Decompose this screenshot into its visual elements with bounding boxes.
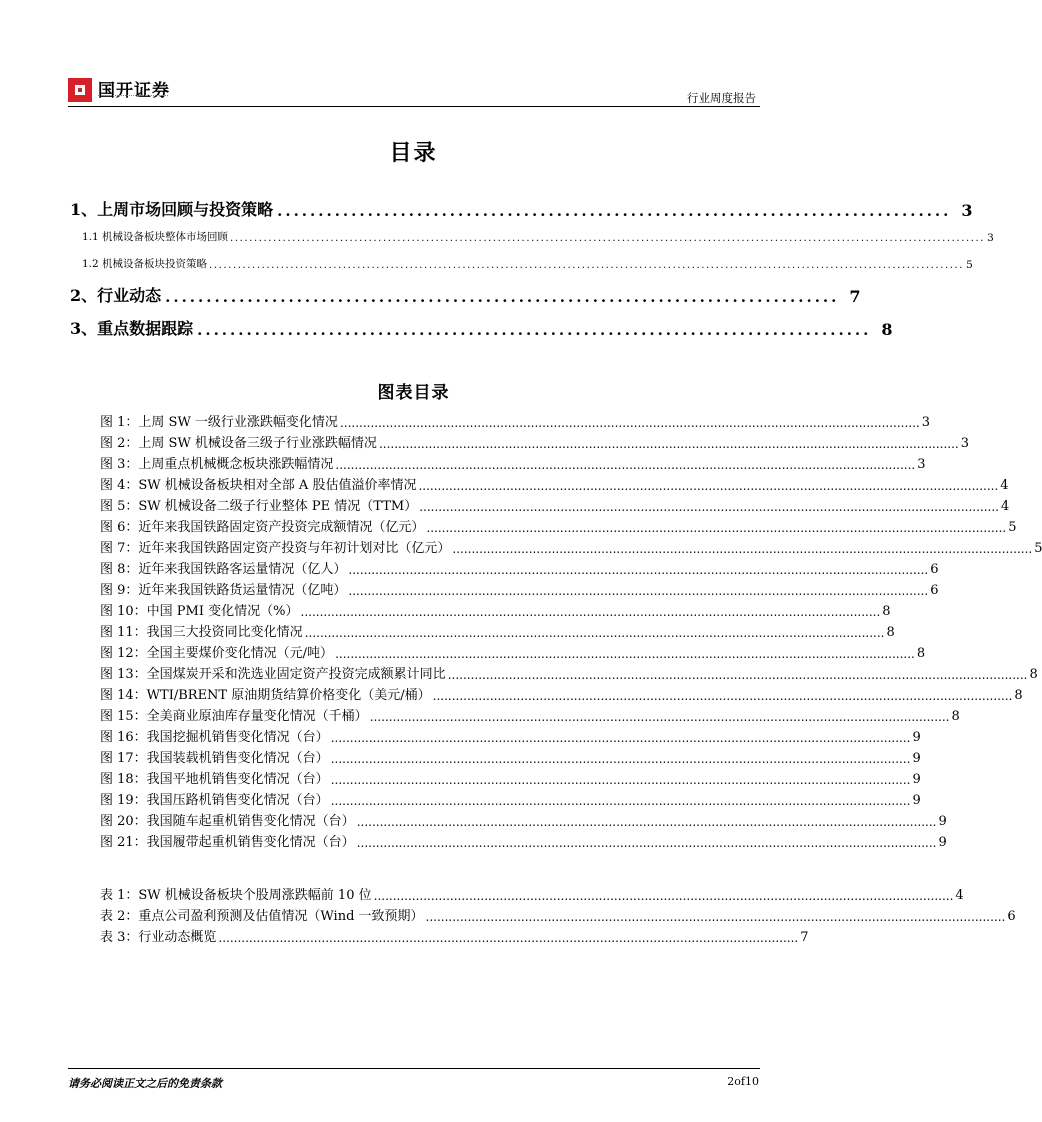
figure-label: 图 1：上周 SW 一级行业涨跌幅变化情况 [100, 415, 338, 430]
figure-page: 3 [917, 457, 926, 472]
figure-page: 6 [930, 562, 939, 577]
figure-entry[interactable] [100, 832, 947, 850]
figure-label: 图 3：上周重点机械概念板块涨跌幅情况 [100, 457, 334, 472]
leader-dots: ........................................................................................................................................................ [369, 710, 950, 724]
leader-dots: ........................................................................................................................................................ [330, 731, 911, 745]
toc-page: 8 [881, 320, 893, 339]
leader-dots: ........................................................................................................................................................ [348, 584, 929, 598]
leader-dots: ........................................................................................................................................................ [432, 689, 1013, 703]
toc-label: 1.1 机械设备板块整体市场回顾 [82, 231, 229, 243]
figure-page: 8 [951, 709, 960, 724]
figure-entry[interactable] [100, 706, 960, 724]
figure-page: 9 [912, 772, 921, 787]
leader-dots: .............................................................................................................................................................. [209, 260, 965, 271]
toc-label: 2、行业动态 [70, 286, 162, 305]
figure-label: 图 9：近年来我国铁路货运量情况（亿吨） [100, 583, 347, 598]
figure-label: 图 20：我国随车起重机销售变化情况（台） [100, 814, 355, 829]
leader-dots: ........................................................................................................................................................ [447, 668, 1028, 682]
leader-dots: ........................................................................................................................................................ [330, 752, 911, 766]
figure-entry[interactable] [100, 664, 1038, 682]
figure-label: 图 8：近年来我国铁路客运量情况（亿人） [100, 562, 347, 577]
company-name: 国开证券 [98, 81, 170, 101]
toc-label: 1、上周市场回顾与投资策略 [70, 200, 274, 219]
toc-label: 3、重点数据跟踪 [70, 319, 194, 338]
figure-entry[interactable] [100, 727, 921, 745]
toc-section-3[interactable] [70, 317, 893, 339]
leader-dots: ........................................................................................................................................................ [356, 836, 937, 850]
table-entry[interactable] [100, 906, 1016, 924]
toc-section-1-2[interactable] [82, 256, 973, 271]
figure-page: 9 [912, 793, 921, 808]
figure-label: 图 15：全美商业原油库存量变化情况（千桶） [100, 709, 368, 724]
leader-dots: ........................................................................................................................................................ [356, 815, 937, 829]
leader-dots: ........................................................................................................................................................ [218, 931, 799, 945]
figures-title: 图表目录 [377, 383, 450, 403]
figure-label: 图 13：全国煤炭开采和洗选业固定资产投资完成额累计同比 [100, 667, 446, 682]
leader-dots: ........................................................................................................................................................ [419, 500, 999, 514]
figure-entry[interactable] [100, 580, 939, 598]
page-header [68, 72, 760, 108]
leader-dots: ........................................................................................................................................................ [335, 458, 916, 472]
figure-page: 9 [938, 835, 947, 850]
figure-page: 4 [1001, 499, 1010, 514]
footer-disclaimer: 请务必阅读正文之后的免责条款 [68, 1077, 222, 1090]
leader-dots: ........................................................................................................................................................ [335, 647, 915, 661]
figure-label: 图 12：全国主要煤价变化情况（元/吨） [100, 646, 334, 661]
table-entry[interactable] [100, 927, 809, 945]
toc-section-2[interactable] [70, 284, 861, 306]
figure-entry[interactable] [100, 643, 926, 661]
table-page: 7 [800, 930, 809, 945]
figure-page: 3 [960, 436, 970, 451]
logo-underline [98, 95, 168, 97]
figure-entry[interactable] [100, 454, 926, 472]
leader-dots: ........................................................................................................................................................ [378, 437, 959, 451]
toc-section-1[interactable] [70, 198, 973, 220]
table-label: 表 2：重点公司盈利预测及估值情况（Wind 一致预期） [100, 909, 424, 924]
page-number: 2of10 [727, 1075, 759, 1088]
figure-label: 图 11：我国三大投资同比变化情况 [100, 625, 303, 640]
leader-dots: .................................................................................. [277, 202, 952, 220]
figure-page: 5 [1008, 520, 1017, 535]
footer-rule [68, 1068, 760, 1069]
figure-entry[interactable] [100, 433, 970, 451]
figure-page: 8 [916, 646, 926, 661]
figure-entry[interactable] [100, 811, 947, 829]
leader-dots: ........................................................................................................................................................ [452, 542, 1033, 556]
figure-page: 8 [1014, 688, 1023, 703]
figure-label: 图 19：我国压路机销售变化情况（台） [100, 793, 329, 808]
figure-entry[interactable] [100, 475, 1009, 493]
figure-page: 6 [930, 583, 939, 598]
figure-label: 图 4：SW 机械设备板块相对全部 A 股估值溢价率情况 [100, 478, 417, 493]
figure-entry[interactable] [100, 412, 931, 430]
figure-entry[interactable] [100, 601, 891, 619]
table-page: 6 [1007, 909, 1016, 924]
leader-dots: ........................................................................................................................................................ [304, 626, 885, 640]
leader-dots: ........................................................................................................................................................ [300, 605, 881, 619]
toc-section-1-1[interactable] [82, 229, 994, 244]
table-label: 表 3：行业动态概览 [100, 930, 217, 945]
toc-page: 3 [987, 232, 994, 244]
toc-page: 5 [966, 259, 973, 271]
company-logo-icon [68, 78, 92, 102]
figure-label: 图 5：SW 机械设备二级子行业整体 PE 情况（TTM） [100, 499, 418, 514]
toc-title: 目录 [389, 140, 438, 166]
figure-label: 图 21：我国履带起重机销售变化情况（台） [100, 835, 355, 850]
figure-label: 图 14：WTI/BRENT 原油期货结算价格变化（美元/桶） [100, 688, 431, 703]
figure-entry[interactable] [100, 622, 895, 640]
leader-dots: .............................................................................................................................................................. [230, 233, 986, 244]
table-label: 表 1：SW 机械设备板块个股周涨跌幅前 10 位 [100, 888, 372, 903]
figure-entry[interactable] [100, 538, 1042, 556]
figure-page: 9 [938, 814, 947, 829]
figure-entry[interactable] [100, 559, 939, 577]
leader-dots: .................................................................................. [165, 288, 840, 306]
leader-dots: ........................................................................................................................................................ [330, 773, 911, 787]
leader-dots: ........................................................................................................................................................ [330, 794, 911, 808]
figure-entry[interactable] [100, 517, 1017, 535]
figure-entry[interactable] [100, 685, 1023, 703]
figure-label: 图 16：我国挖掘机销售变化情况（台） [100, 730, 329, 745]
toc-page: 3 [961, 201, 973, 220]
figure-label: 图 2：上周 SW 机械设备三级子行业涨跌幅情况 [100, 436, 377, 451]
leader-dots: .................................................................................. [197, 321, 872, 339]
toc-page: 7 [849, 287, 861, 306]
figure-page: 8 [886, 625, 895, 640]
header-rule [68, 106, 760, 107]
leader-dots: ........................................................................................................................................................ [426, 521, 1007, 535]
figure-page: 8 [1029, 667, 1038, 682]
figure-entry[interactable] [100, 748, 921, 766]
figure-label: 图 7：近年来我国铁路固定资产投资与年初计划对比（亿元） [100, 541, 451, 556]
figure-page: 5 [1034, 541, 1042, 556]
figure-label: 图 18：我国平地机销售变化情况（台） [100, 772, 329, 787]
leader-dots: ........................................................................................................................................................ [373, 889, 954, 903]
figure-label: 图 6：近年来我国铁路固定资产投资完成额情况（亿元） [100, 520, 425, 535]
figure-page: 3 [921, 415, 931, 430]
leader-dots: ........................................................................................................................................................ [425, 910, 1006, 924]
figure-label: 图 17：我国装载机销售变化情况（台） [100, 751, 329, 766]
report-type: 行业周度报告 [687, 91, 756, 105]
leader-dots: ........................................................................................................................................................ [339, 416, 920, 430]
figure-entry[interactable] [100, 769, 921, 787]
toc-label: 1.2 机械设备板块投资策略 [82, 258, 208, 270]
table-page: 4 [955, 888, 964, 903]
figure-label: 图 10：中国 PMI 变化情况（%） [100, 604, 299, 619]
figure-page: 9 [912, 730, 921, 745]
leader-dots: ........................................................................................................................................................ [418, 479, 999, 493]
figure-page: 9 [912, 751, 921, 766]
table-entry[interactable] [100, 885, 964, 903]
figure-page: 4 [1000, 478, 1009, 493]
figure-entry[interactable] [100, 790, 921, 808]
figure-entry[interactable] [100, 496, 1010, 514]
figure-page: 8 [882, 604, 891, 619]
leader-dots: ........................................................................................................................................................ [348, 563, 929, 577]
